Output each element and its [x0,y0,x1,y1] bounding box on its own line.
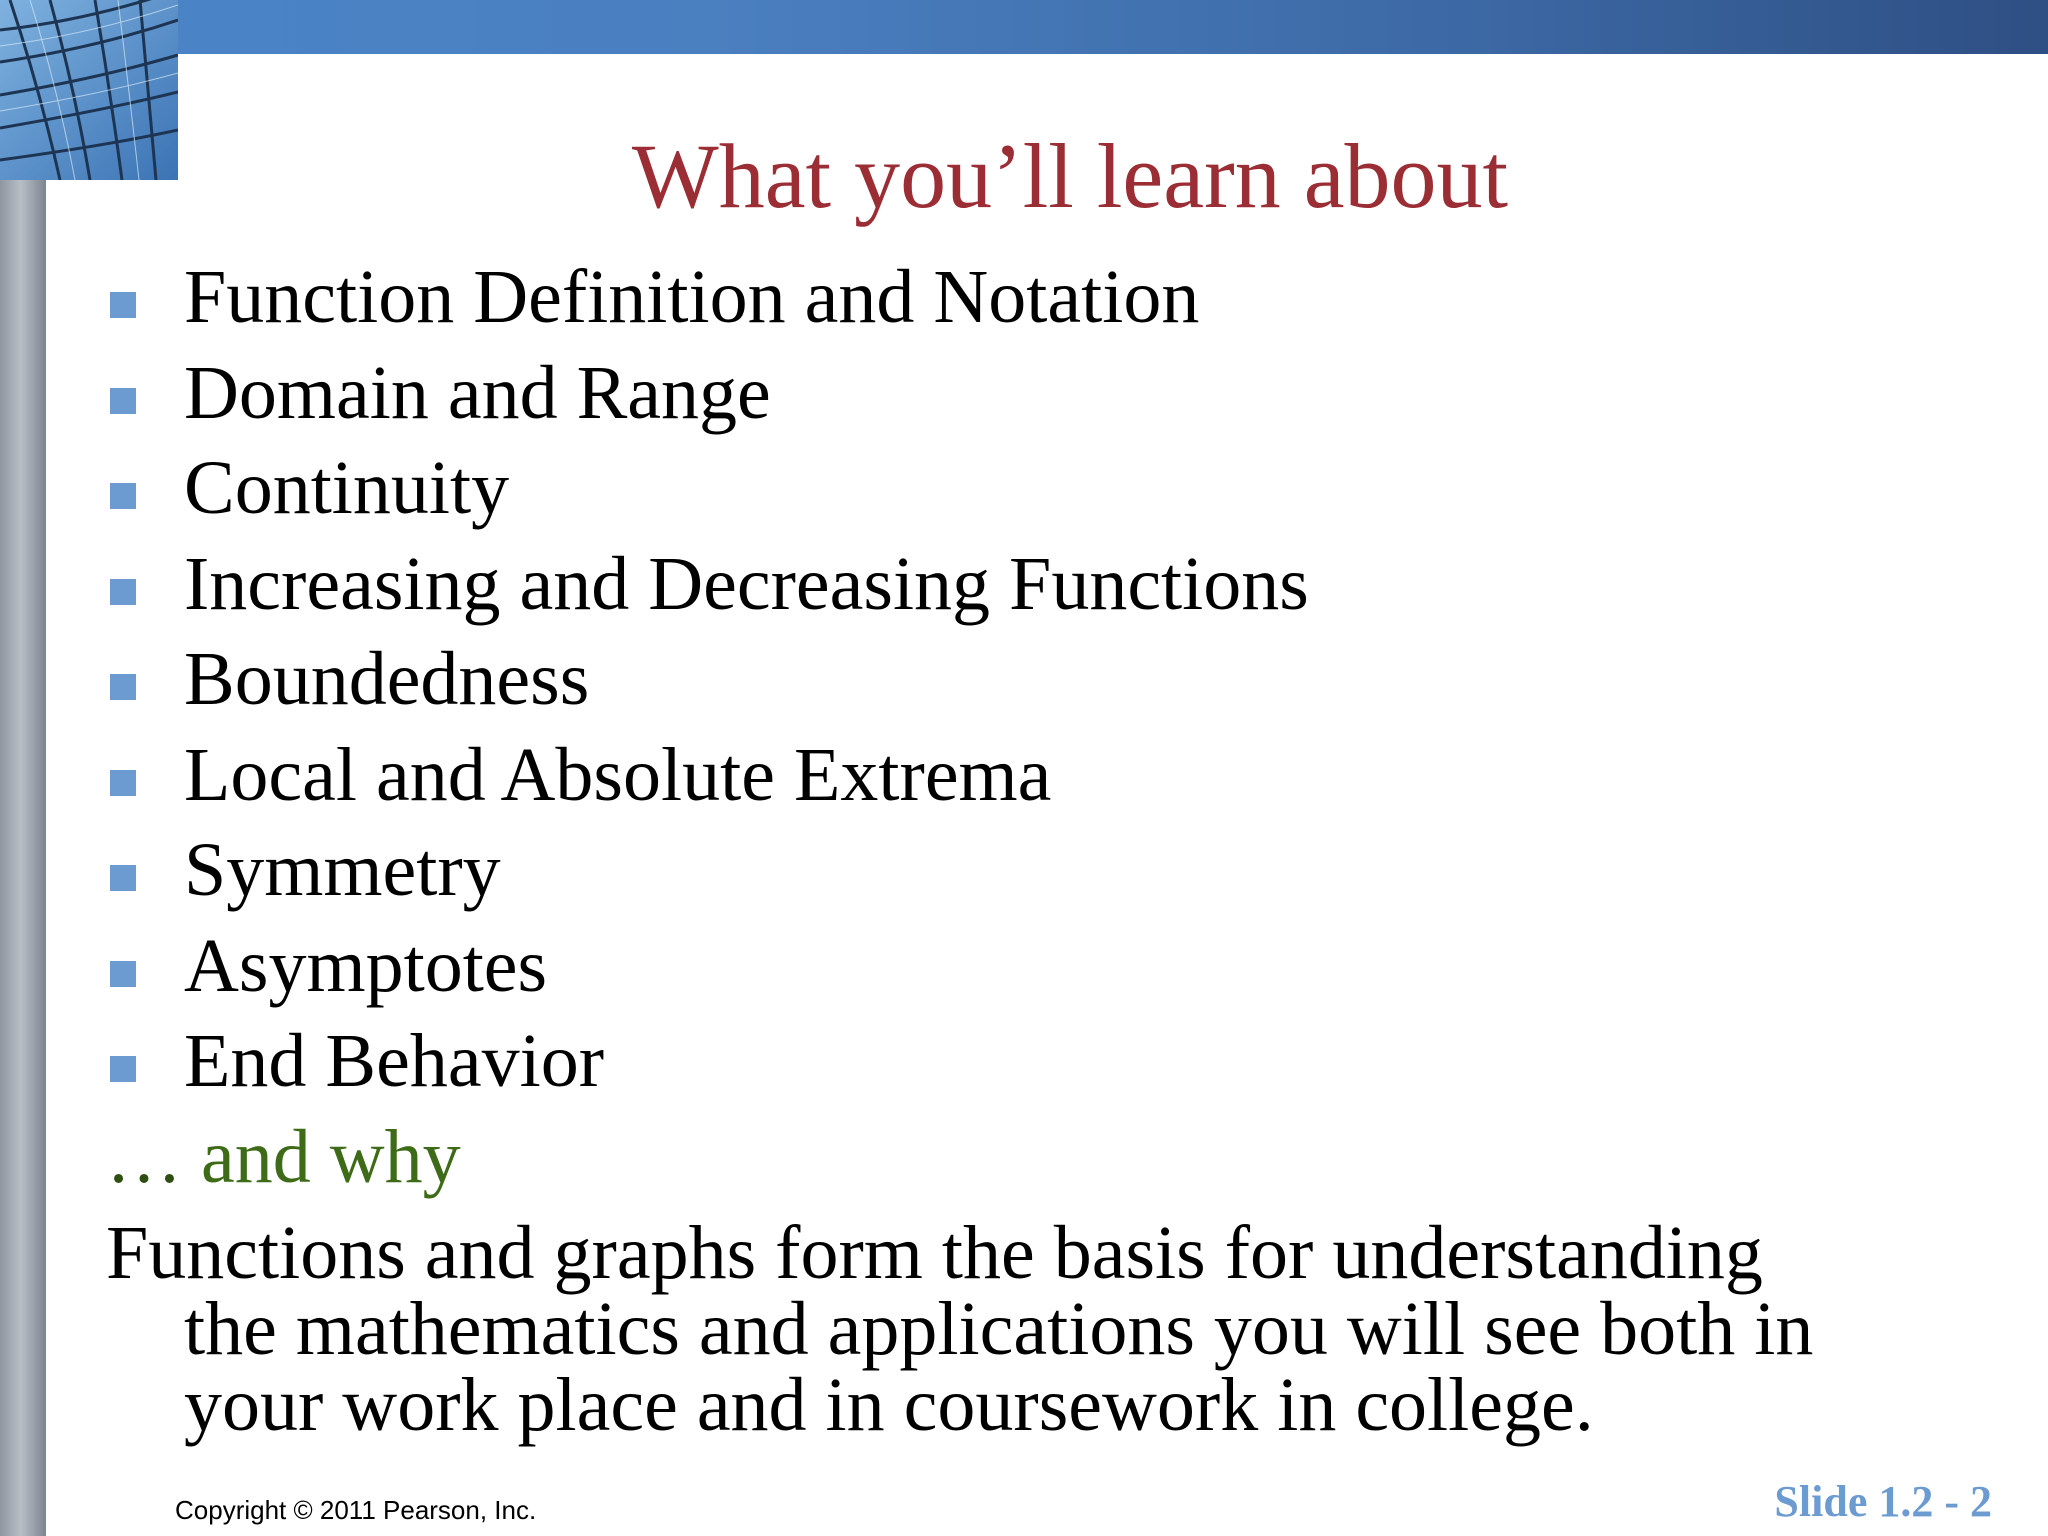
square-bullet-icon [110,292,136,318]
ellipsis: … [106,1115,182,1199]
square-bullet-icon [110,961,136,987]
top-header-bar [0,0,2048,54]
square-bullet-icon [110,770,136,796]
and-why-heading [106,1110,461,1205]
why-paragraph-line: your work place and in coursework in college. [184,1363,1594,1447]
square-bullet-icon [110,1056,136,1082]
square-bullet-icon [110,674,136,700]
list-item-text: Continuity [184,446,510,530]
why-paragraph-line: Functions and graphs form the basis for understanding [106,1211,1763,1295]
list-item-text: Symmetry [184,828,501,912]
left-side-bar [0,180,46,1536]
glass-roof-logo-image [0,0,178,180]
list-item-text: Boundedness [184,637,590,721]
list-item-text: Increasing and Decreasing Functions [184,541,1309,626]
list-item-text: Asymptotes [184,923,548,1008]
copyright-notice: Copyright © 2011 Pearson, Inc. [175,1495,537,1525]
why-paragraph [106,1211,1966,1447]
slide-title: What you’ll learn about [631,125,1509,227]
square-bullet-icon [110,865,136,891]
and-why-text: and why [201,1115,461,1199]
square-bullet-icon [110,483,136,509]
square-bullet-icon [110,579,136,605]
slide-number: Slide 1.2 - 2 [1774,1477,1992,1526]
list-item-text: End Behavior [184,1019,605,1103]
why-paragraph-line: the mathematics and applications you will see both in [184,1287,1814,1371]
list-item-text: Domain and Range [184,350,771,435]
list-item-text: Local and Absolute Extrema [184,732,1052,817]
square-bullet-icon [110,388,136,414]
list-item-text: Function Definition and Notation [184,255,1200,339]
